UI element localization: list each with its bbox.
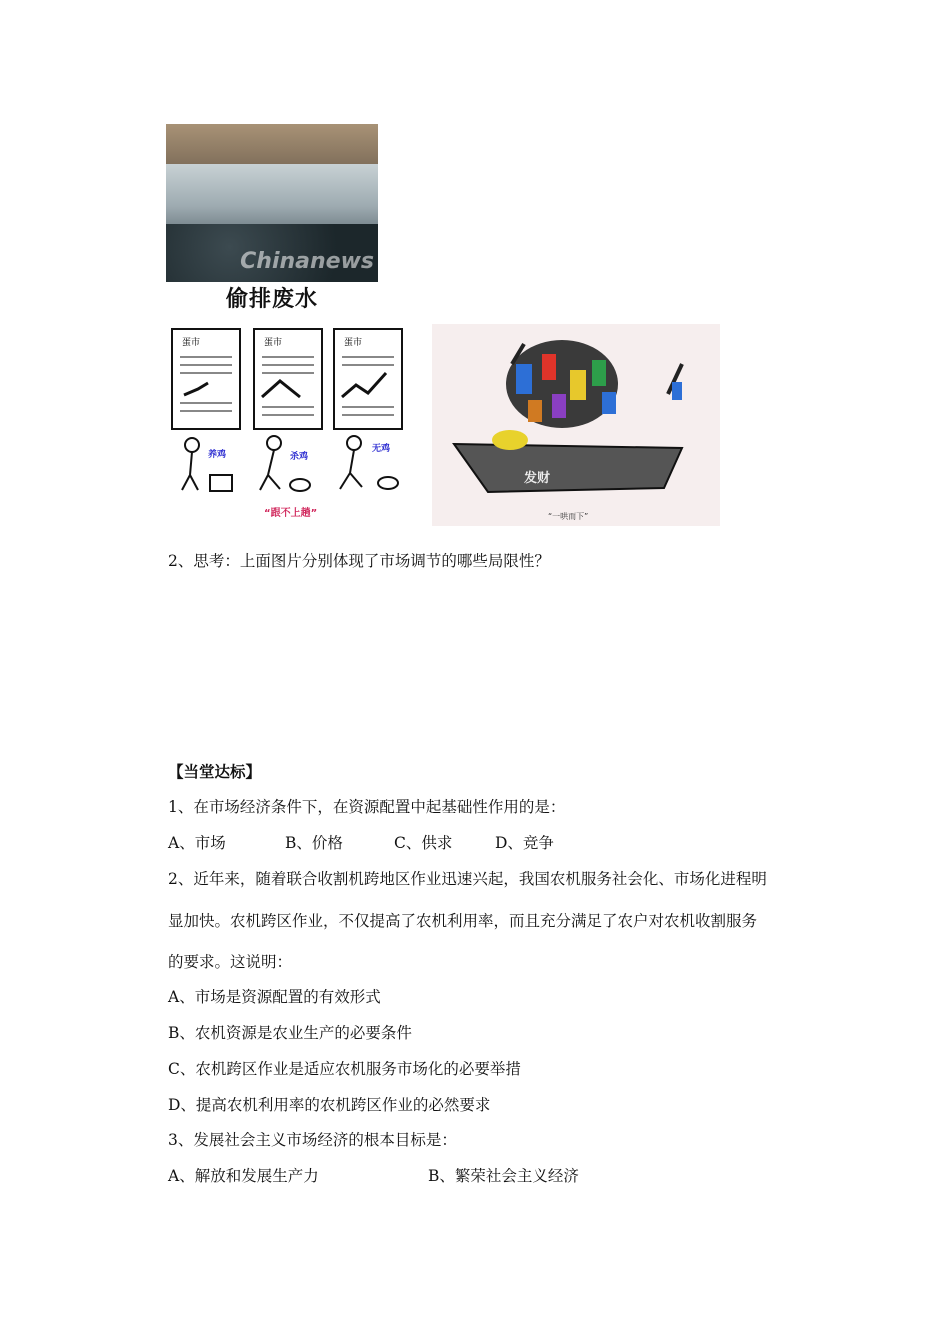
left-cartoon-caption: “跟不上趟” — [264, 508, 318, 519]
jumping-crowd — [506, 340, 682, 428]
label-raise-chicken: 养鸡 — [208, 450, 227, 460]
right-cartoon-caption: “一哄而下” — [548, 512, 589, 521]
label-kill-chicken: 杀鸡 — [290, 452, 309, 462]
photo-caption: 偷排废水 — [225, 287, 318, 312]
q3-stem: 3、发展社会主义市场经济的根本目标是： — [168, 1131, 457, 1149]
q2-stem-line-3: 的要求。这说明： — [168, 953, 293, 971]
q2-option-c: C、农机跨区作业是适应农机服务市场化的必要举措 — [168, 1060, 521, 1078]
boat — [454, 430, 682, 492]
q3-option-a: A、解放和发展生产力 — [168, 1167, 319, 1185]
q2-stem-line-1: 2、近年来，随着联合收割机跨地区作业迅速兴起，我国农机服务社会化、市场化进程明 — [168, 870, 767, 888]
photo-watermark: Chinanews — [240, 249, 374, 274]
boat-label: 发财 — [524, 471, 551, 486]
q1-option-c: C、供求 — [394, 834, 453, 852]
q2-option-a: A、市场是资源配置的有效形式 — [168, 988, 381, 1006]
boat-crowd-cartoon — [432, 324, 720, 526]
q3-option-b: B、繁荣社会主义经济 — [428, 1167, 579, 1185]
farmer-figures — [182, 436, 398, 491]
think-question: 2、思考：上面图片分别体现了市场调节的哪些局限性？ — [168, 552, 550, 570]
panel-2-title: 蛋市 — [264, 338, 283, 348]
label-no-chicken: 无鸡 — [372, 444, 391, 454]
q1-option-d: D、竞争 — [495, 834, 554, 852]
q2-stem-line-2: 显加快。农机跨区作业，不仅提高了农机利用率，而且充分满足了农户对农机收割服务 — [168, 912, 758, 930]
panel-3-title: 蛋市 — [344, 338, 363, 348]
egg-market-cartoon — [168, 325, 410, 520]
panel-1-title: 蛋市 — [182, 338, 201, 348]
section-title: 【当堂达标】 — [168, 762, 262, 781]
panel-2 — [254, 329, 322, 429]
q2-option-d: D、提高农机利用率的农机跨区作业的必然要求 — [168, 1096, 491, 1114]
q1-option-b: B、价格 — [285, 834, 343, 852]
panel-1 — [172, 329, 240, 429]
pollution-photo — [166, 124, 378, 282]
q1-option-a: A、市场 — [168, 834, 226, 852]
panel-3 — [334, 329, 402, 429]
q1-stem: 1、在市场经济条件下，在资源配置中起基础性作用的是： — [168, 798, 566, 816]
q2-option-b: B、农机资源是农业生产的必要条件 — [168, 1024, 412, 1042]
